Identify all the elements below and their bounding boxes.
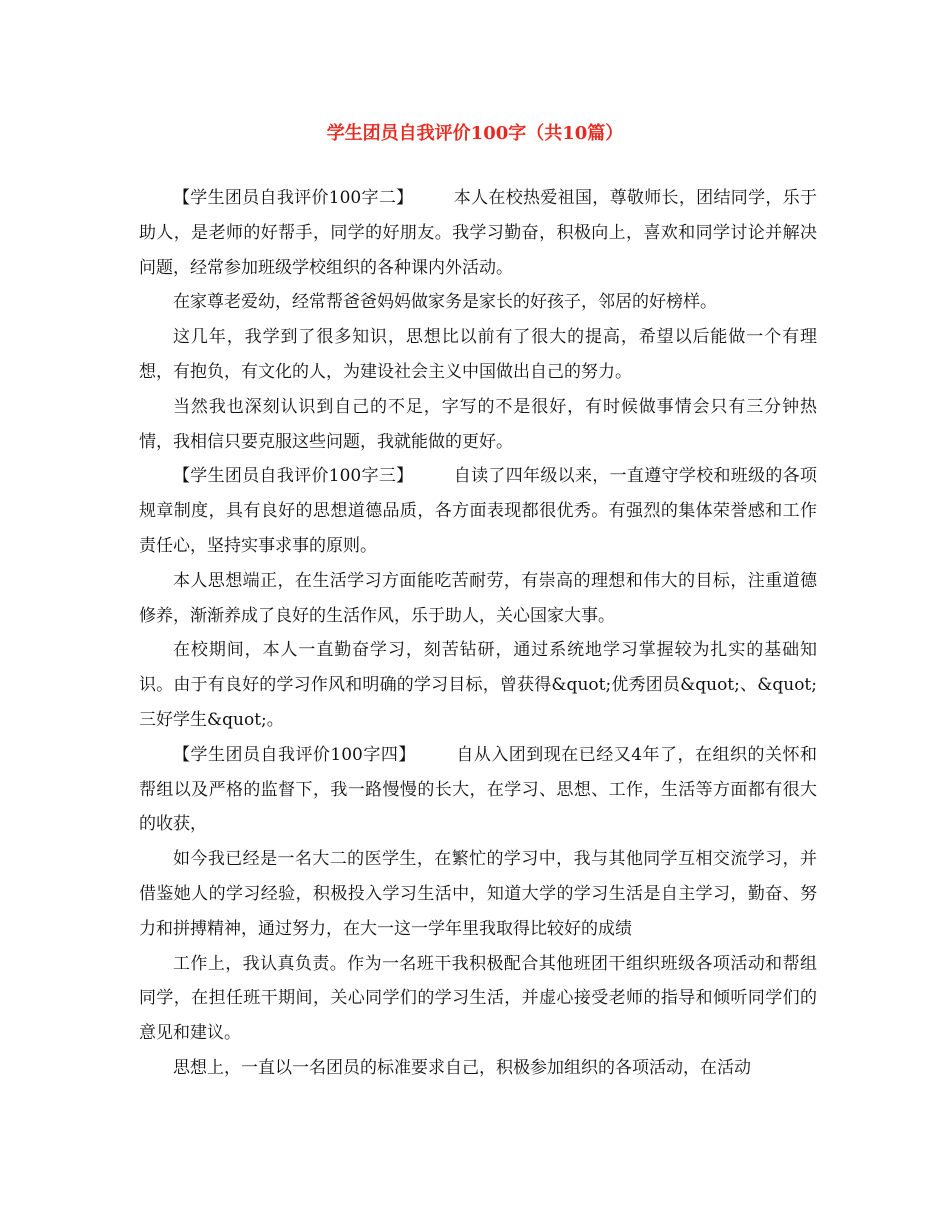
paragraph (139, 320, 817, 390)
paragraph (139, 181, 817, 285)
paragraph-text: 这几年，我学到了很多知识，思想比以前有了很大的提高，希望以后能做一个有理想，有抱负，有文化的人，为建设社会主义中国做出自己的努力。 (139, 327, 817, 382)
paragraph-text: 本人思想端正，在生活学习方面能吃苦耐劳，有崇高的理想和伟大的目标，注重道德修养，渐渐养成了良好的生活作风，乐于助人，关心国家大事。 (139, 570, 817, 626)
paragraph (139, 1051, 817, 1086)
paragraph-text: 如今我已经是一名大二的医学生，在繁忙的学习中，我与其他同学互相交流学习，并借鉴她人的学习经验，积极投入学习生活中，知道大学的学习生活是自主学习，勤奋、努力和拼搏精神，通过努力，在大一这一学年里我取得比较好的成绩 (139, 849, 817, 939)
paragraph-text: 当然我也深刻认识到自己的不足，字写的不是很好，有时候做事情会只有三分钟热情，我相信只要克服这些问题，我就能做的更好。 (139, 396, 817, 452)
paragraph (139, 842, 817, 946)
paragraph (139, 390, 817, 460)
paragraph (139, 459, 817, 563)
paragraph (139, 633, 817, 737)
paragraph (139, 285, 817, 320)
paragraph-text: 工作上，我认真负责。作为一名班干我积极配合其他班团干组织班级各项活动和帮组同学，在担任班干期间，关心同学们的学习生活，并虚心接受老师的指导和倾听同学们的意见和建议。 (139, 953, 817, 1044)
paragraph-text: 本人在校热爱祖国，尊敬师长，团结同学，乐于助人，是老师的好帮手，同学的好朋友。我学习勤奋，积极向上，喜欢和同学讨论并解决问题，经常参加班级学校组织的各种课内外活动。 (139, 188, 817, 278)
section-heading: 【学生团员自我评价100字四】 (173, 744, 416, 765)
paragraph-text: 自从入团到现在已经又4年了，在组织的关怀和帮组以及严格的监督下，我一路慢慢的长大，在学习、思想、工作，生活等方面都有很大的收获， (139, 744, 817, 835)
paragraph-text: 自读了四年级以来，一直遵守学校和班级的各项规章制度，具有良好的思想道德品质，各方面表现都很优秀。有强烈的集体荣誉感和工作责任心，坚持实事求事的原则。 (139, 466, 817, 556)
paragraph (139, 738, 817, 842)
document-title: 学生团员自我评价100字（共10篇） (326, 123, 624, 144)
section-heading: 【学生团员自我评价100字二】 (173, 188, 414, 208)
paragraph-text: 在家尊老爱幼，经常帮爸爸妈妈做家务是家长的好孩子，邻居的好榜样。 (173, 292, 717, 313)
paragraph-text: 在校期间，本人一直勤奋学习，刻苦钻研，通过系统地学习掌握较为扎实的基础知识。由于有良好的学习作风和明确的学习目标，曾获得&quot;优秀团员&quot;、&quot;三好学生&quot;。 (139, 640, 817, 730)
paragraph (139, 947, 817, 1051)
document-body (139, 181, 817, 1086)
paragraph (139, 564, 817, 634)
paragraph-text: 思想上，一直以一名团员的标准要求自己，积极参加组织的各项活动，在活动 (173, 1057, 751, 1078)
section-heading: 【学生团员自我评价100字三】 (173, 466, 414, 487)
